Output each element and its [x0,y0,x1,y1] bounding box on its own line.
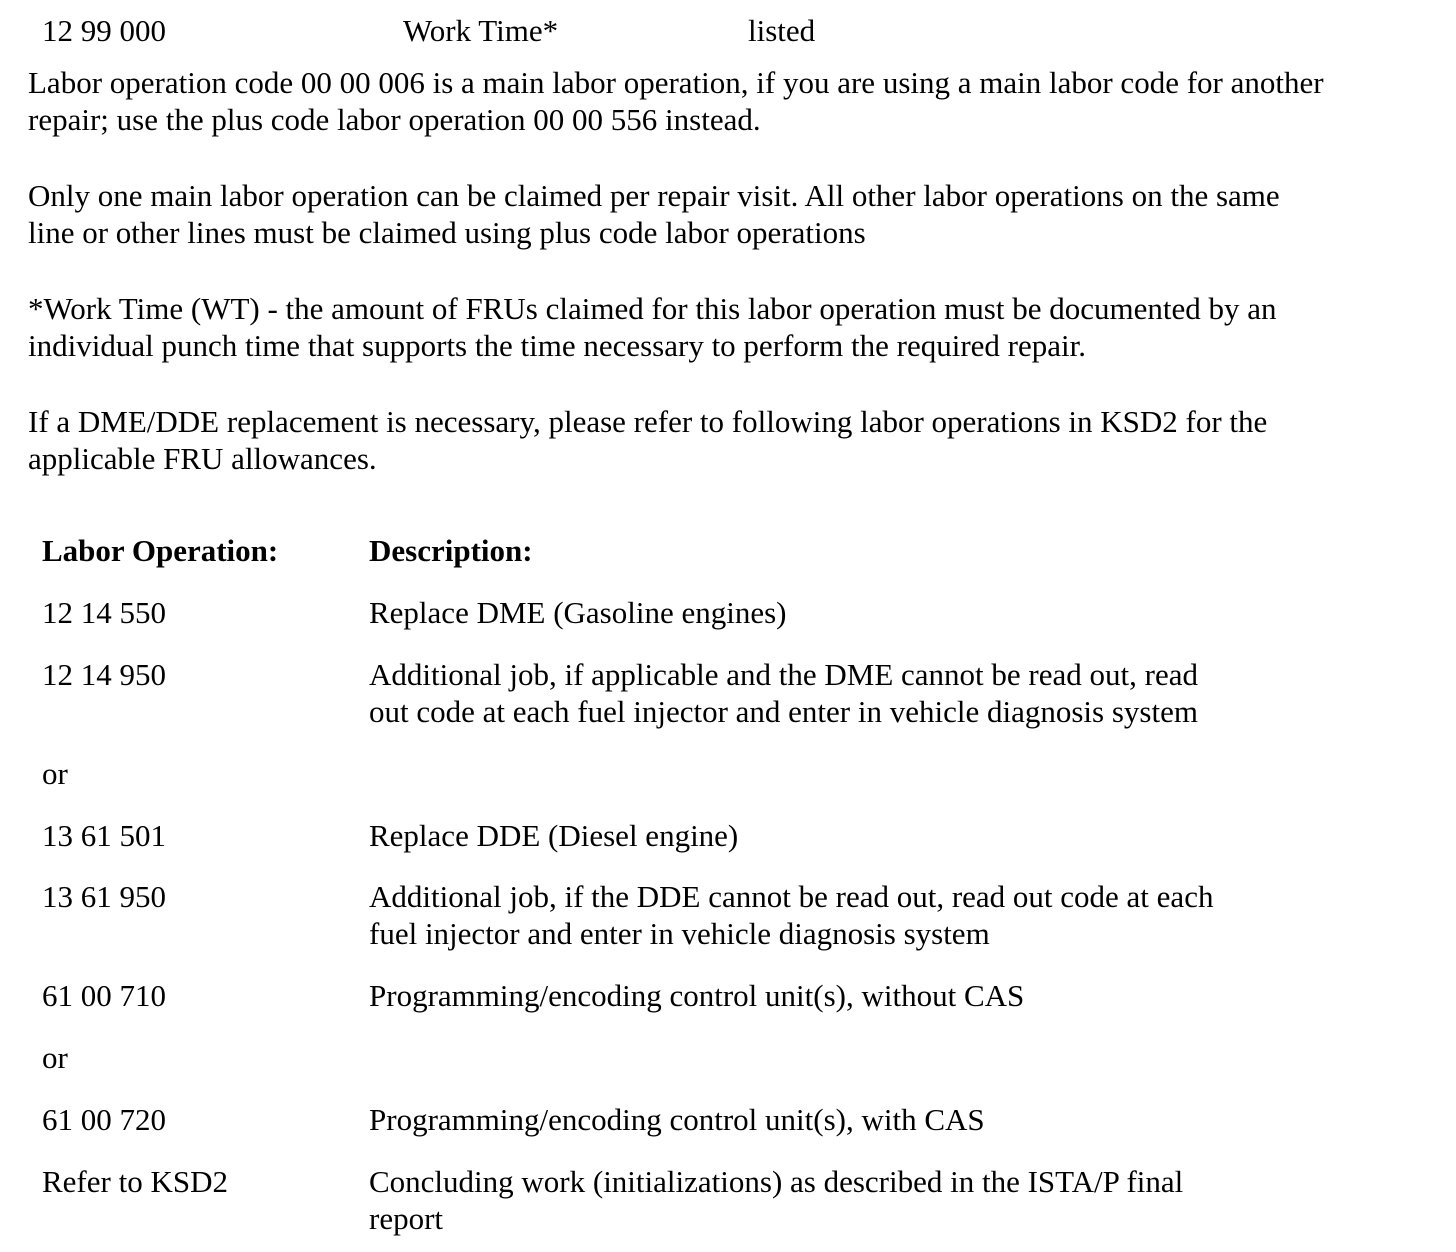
table-row-code: 13 61 501 [42,818,166,853]
paragraph-line: Labor operation code 00 00 006 is a main labor operation, if you are using a main labor code for another [28,65,1324,100]
description-line: Additional job, if applicable and the DME cannot be read out, read [369,657,1198,692]
description-line: Concluding work (initializations) as described in the ISTA/P final [369,1164,1184,1199]
table-row-or: or [42,756,68,791]
paragraph-line: line or other lines must be claimed using plus code labor operations [28,215,866,250]
paragraph-line: applicable FRU allowances. [28,441,377,476]
paragraph-main-labor-code [28,64,1448,138]
description-line: Programming/encoding control unit(s), with CAS [369,1102,985,1137]
table-row-code: 12 14 950 [42,657,166,692]
paragraph-dme-dde-replacement [28,403,1448,477]
description-line: Programming/encoding control unit(s), without CAS [369,978,1025,1013]
top-row-value: listed [748,13,816,48]
paragraph-line: individual punch time that supports the time necessary to perform the required repair. [28,328,1086,363]
table-row-description [369,878,1213,952]
description-line: report [369,1201,444,1236]
description-line: fuel injector and enter in vehicle diagnosis system [369,916,990,951]
table-row-code: 12 14 550 [42,595,166,630]
description-line: out code at each fuel injector and enter in vehicle diagnosis system [369,694,1198,729]
table-header-description: Description: [369,533,533,568]
paragraph-one-main-labor [28,177,1448,251]
table-row-code: 61 00 710 [42,978,166,1013]
paragraph-line: If a DME/DDE replacement is necessary, please refer to following labor operations in KSD2 for the [28,404,1268,439]
table-row-code: 13 61 950 [42,879,166,914]
table-row-description [369,817,738,854]
description-line: Additional job, if the DDE cannot be read out, read out code at each [369,879,1214,914]
table-row-description [369,594,787,631]
table-row-description [369,1163,1183,1237]
table-header-labor-operation: Labor Operation: [42,533,279,568]
table-row-description [369,656,1198,730]
top-row-label: Work Time* [403,13,559,48]
table-row-or: or [42,1040,68,1075]
table-row-description [369,977,1024,1014]
table-row-description [369,1101,985,1138]
top-row-code: 12 99 000 [42,13,166,48]
paragraph-line: repair; use the plus code labor operation 00 00 556 instead. [28,102,761,137]
description-line: Replace DME (Gasoline engines) [369,595,787,630]
table-row-code: 61 00 720 [42,1102,166,1137]
description-line: Replace DDE (Diesel engine) [369,818,739,853]
paragraph-line: *Work Time (WT) - the amount of FRUs claimed for this labor operation must be documented by an [28,291,1277,326]
table-row-code: Refer to KSD2 [42,1164,228,1199]
paragraph-line: Only one main labor operation can be claimed per repair visit. All other labor operations on the same [28,178,1280,213]
paragraph-work-time-note [28,290,1448,364]
